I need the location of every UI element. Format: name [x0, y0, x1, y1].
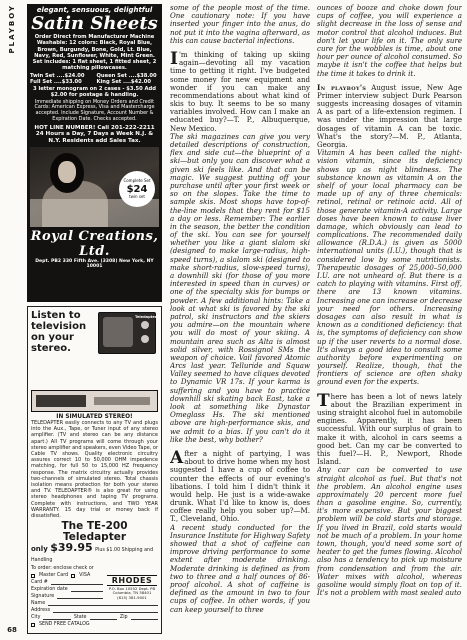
- article-column-3: [317, 4, 462, 636]
- price-item: Twin Set ....$24.00: [30, 72, 85, 79]
- question-text: August issue, New Age Primer interview subject Durk Pearson suggests increasing dosages of vitamin A as part of a life-extension regimen. I was under the impression that large dosages of vitamin A can be toxic. What's the story?—M. P., Atlanta, Georgia.: [317, 82, 462, 149]
- lead-in: In playboy's: [317, 82, 367, 92]
- state-label: State: [73, 615, 87, 621]
- brand-address: Dept. PB2 330 Fifth Ave. (3308) New York, NY 10001: [35, 259, 154, 270]
- answer-paragraph: The ski magazines can give you very detailed descriptions of construction, flex and side cut—the blueprint of a ski—but only you can discover what a given ski feels like. And that can be magic. We suggest putting off your purchase until after your first week or so on the slopes. Take the time to sample skis. Most shops have top-of-the-line models that they rent for $15 a day or less. Remember: The earlier in the season, the better the condition of the ski. You can see for yourself whether you like a giant slalom ski (designed to make large-radius, high-speed turns), a slalom ski (designed to make short-radius, slow-speed turns), a downhill ski (for those of you more interested in speed than in curves) or one of the specialty skis for bumps or powder. A few additional hints: Take a look at what ski is favored by the ski patrol, ski instructors and the skiers you admire—on the mountain where you will do most of your skiing. A mountain area such as Alta is almost solid silver, with Rossignol SMs the weapon of choice. Vail favored Atomic Arcs last year. Telluride and Squaw Valley seemed to have cliques devoted to Dynamic VR 17s. If your karma is suffering and you have to practice downhill ski skating back East, take a look at something like Dynastar Omeglass Hs. The ski mentioned above are high-performance skis, and we admit to a bias. If you can't do it like the best, why bother?: [170, 131, 310, 444]
- satin-sheets-ad: [27, 4, 162, 302]
- answer-paragraph: Any car can be converted to use straight alcohol as fuel. But that's not the problem. An alcohol engine uses approximately 20 percent more fuel than a gasoline engine. So, currently, it's more expensive. But your biggest problem will be cold starts and storage. If you lived in Brazil, cold starts would not be much of a problem. In your home town, though, you'd need some sort of heater to get the fumes flowing. Alcohol also has a tendency to pick up moisture from condensation and from the air. Water mixes with alcohol, whereas gasoline would simply float on top of it. It's not a problem with most sealed auto: [317, 465, 462, 598]
- catalog-label: SEND FREE CATALOG: [39, 622, 90, 628]
- question-paragraph: [317, 84, 462, 150]
- page-margin: [0, 0, 24, 640]
- product-name: The TE-200 Teledapter: [61, 520, 128, 544]
- question-paragraph: [170, 48, 310, 133]
- order-text: Order Direct from Manufacturer Machine Washable: 12 colors: Black, Royal Blue, Brown, Burgundy, Bone, Gold, Lt. Blue, Navy, Red, Sunflower, White, Mint Green. Set includes: 1 flat sheet, 1 fitted sheet, 2 matching pillowcases.: [32, 34, 157, 72]
- master-card-label: Master Card: [39, 573, 69, 579]
- price-line: [31, 541, 158, 565]
- badge-bottom: twin set: [129, 193, 145, 199]
- teledapter-ad: [27, 306, 162, 634]
- zip-label: Zip: [119, 615, 128, 621]
- catalog-checkbox[interactable]: [31, 623, 35, 627]
- price-item: Queen Set ....$38.00: [96, 72, 157, 79]
- address-field[interactable]: [31, 607, 158, 614]
- city-label: City: [31, 615, 41, 621]
- name-field[interactable]: [31, 600, 158, 607]
- badge-top: Complete Set: [123, 178, 151, 184]
- question-text: 'm thinking of taking up skiing again—devoting all my vacation time to getting it right. I've budgeted some money for new equipment and wonder if you can make any recommendations about what kind of skis to buy. It seems to be so many variables involved. How can I make an educated buy?—T. P., Albuquerque, New Mexico.: [170, 49, 310, 133]
- price-item: Full Set ....$33.00: [30, 78, 82, 85]
- question-paragraph: [317, 390, 462, 467]
- article-column-2: [170, 4, 310, 636]
- question-paragraph: [170, 447, 310, 524]
- price: $39.95: [50, 541, 93, 555]
- address-label: Address: [31, 608, 51, 614]
- answer-paragraph: Vitamin A has been called the night-vision vitamin, since its deficiency shows up as night blindness. The substance known as vitamin A on the shelf of your local pharmacy can be made up of any of three chemicals: retinol, retinal or retinoic acid. All of those generate vitamin-A activity. Large doses have been known to cause liver damage, which obviously can lead to complications. The recommended daily allowance (R.D.A.) is given as 5000 international units (I.U.), though that is considered low by some nutritionists. Therapeutic dosages of 25,000–50,000 I.U. are not unheard of. But there is a catch to playing with vitamins. First off, there are 13 known vitamins. Increasing one can increase or decrease your need for others. Increasing dosages can also result in what is known as a conditioned deficiency: that is, the symptoms of deficiency can show up if the user reverts to a normal dose. It's always a good idea to consult some authority before experimenting on yourself. Realize, though, that the frontiers of science are often shaky ground even for the experts.: [317, 148, 462, 387]
- city-state-zip-row[interactable]: [31, 614, 158, 621]
- brand-name: Royal Creations, Ltd.: [30, 229, 159, 260]
- signature-label: Signature: [31, 594, 55, 600]
- expiration-field[interactable]: [31, 586, 103, 593]
- card-number-label: Card #: [31, 580, 48, 586]
- drop-cap: T: [317, 390, 330, 411]
- hotline: HOT LINE NUMBER! Call 201-222-2211 24 Hours a Day, 7 Days a Week N.J. & N.Y. Residents add Sales Tax.: [34, 124, 155, 144]
- television-illustration: [98, 312, 156, 354]
- ad-tagline: elegant, sensuous, delightful: [36, 6, 153, 14]
- answer-paragraph: some of the people most of the time. One cautionary note: If you have inserted your finger into the anus, do not put it into the vagina afterward, as this can cause bacterial infections.: [170, 4, 310, 45]
- price-item: King Set ....$42.00: [96, 78, 151, 85]
- payment-label: To order: enclose check or: [31, 566, 94, 572]
- stereo-illustration: [31, 390, 158, 412]
- price-prefix: only: [31, 545, 48, 554]
- company-block: [107, 575, 157, 600]
- drop-cap: A: [170, 447, 184, 468]
- visa-label: VISA: [79, 573, 91, 579]
- expiration-label: Expiration date: [31, 587, 68, 593]
- model-photo: [30, 147, 159, 227]
- drop-cap: I: [170, 48, 178, 69]
- ad-headline: Listen to television on your stereo.: [31, 310, 87, 354]
- ad-logo: Satin Sheets: [31, 13, 158, 34]
- signature-field[interactable]: [31, 593, 103, 600]
- card-number-field[interactable]: [31, 579, 103, 586]
- payment-details: Immediate shipping on Money Orders and Credit Cards: American Express, Visa and Mastercharge accepted. Include Signature, Account Number & Expiration Date. Checks accepted.: [34, 98, 155, 122]
- section-title: PLAYBOY: [8, 4, 16, 54]
- company-address: P.O. Box 10552 Dept. PB Columbia, TN 38401 (615) 381-9001: [108, 586, 156, 600]
- shipping-note: Plus $1.00 Shipping and Handling: [31, 548, 154, 564]
- visa-checkbox[interactable]: [71, 574, 75, 578]
- company-name: RHODES: [107, 575, 157, 586]
- simulated-stereo-heading: IN SIMULATED STEREO!: [56, 414, 133, 420]
- price-list: [30, 73, 159, 85]
- ad-body: TELEDAPTER easily connects to any TV and plugs into the Aux., Tape, or Tuner input of any stereo amplifier. (TV and stereo can be any distance apart.) All TV programs will come through your stereo amplifier and speakers, even Video Tape, or Cable TV shows. Quality electronic circuitry assures correct 10 to 50,000 OHM impedence matching, for full 50 to 15,000 HZ frequency response. The matrix circuitry actually provides two-channels of simulated stereo. Total chassis isolation means protection for both your stereo and TV. TELEDAPTER® is also great for using stereo headphones and taping TV programs. Complete with instructions, and TWO YEAR WARRANTY. 15 day trial or money back if dissatisfied.: [31, 420, 158, 520]
- monogram-note: 3 letter monogram on 2 cases - $3.50 Add $2.00 for postage & handling.: [33, 86, 156, 99]
- payment-row: [31, 565, 158, 572]
- question-text: here has been a lot of news lately about the Brazilian experiment in using straight alcohol fuel in automobile engines. Apparently, it has been successful. With our surplus of grain to make it with, alcohol in cars seems a good bet. Can my car be converted to this fuel?—H. P., Newport, Rhode Island.: [317, 391, 462, 467]
- name-label: Name: [31, 601, 46, 607]
- page-number: 68: [7, 626, 17, 634]
- badge-price: $24: [126, 183, 148, 195]
- master-card-checkbox[interactable]: [31, 574, 35, 578]
- catalog-row: [31, 621, 158, 628]
- answer-paragraph: A recent study conducted for the Insurance Institute for Highway Safety showed that a shot of caffeine can improve driving performance to some extent after moderate drinking. Moderate drinking is defined as from two to three and a half ounces of 86-proof alcohol. A shot of caffeine is defined as the amount in two to four cups of coffee. In other words, if you can keep yourself to three: [170, 522, 310, 614]
- answer-paragraph: ounces of booze and choke down four cups of coffee, you will experience a slight decrease in the loss of sense and motor control that alcohol induces. But don't let your life on it. The only sure cure for the wobbles is time, about one hour per ounce of alcohol consumed. So maybe it isn't the coffee that helps but the time it takes to drink it.: [317, 4, 462, 78]
- tv-label: Teledapter: [135, 315, 157, 319]
- question-text: fter a night of partying, I was about to drive home when my host suggested I have a cup of coffee to counter the effects of our evening's libations. I told him I didn't think it would help. He just is a wide-awake drunk. What I'd like to know is, does coffee really help you sober up?—M. T., Cleveland, Ohio.: [170, 448, 310, 524]
